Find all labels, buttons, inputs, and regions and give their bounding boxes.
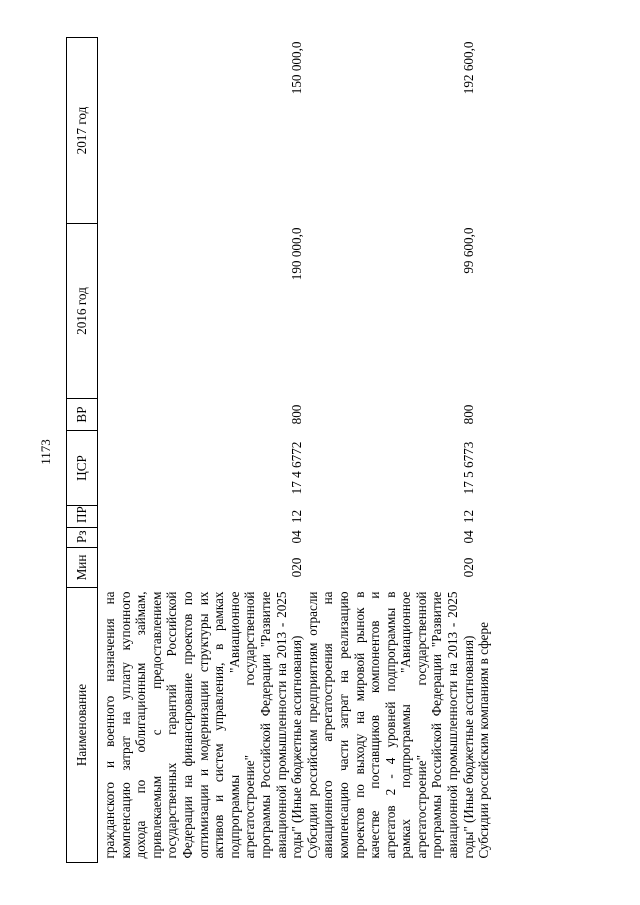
header-pr: ПР [67, 506, 98, 528]
row-min: 020 [460, 557, 476, 578]
row-rz: 04 [460, 530, 476, 544]
header-min: Мин [67, 548, 98, 588]
row-2017 [476, 38, 492, 224]
row-2016: 190 000,0 [289, 227, 305, 281]
header-rz: Рз [67, 528, 98, 548]
row-rz: 04 [289, 530, 305, 544]
header-name: Наименование [67, 588, 98, 863]
budget-table [66, 37, 492, 863]
header-vr: ВР [67, 399, 98, 431]
row-name: Субсидии российским компаниям в сфере [476, 622, 492, 859]
row-csr [476, 431, 492, 506]
row-name: гражданского и военного назначения на компенсацию затрат на уплату купонного дохода по облигационным займам, привлекаемым с предоставлением государственных гарантий Российской Федерации на финансирование проектов по оптимизации и модернизации структуры их активов и систем управления, в рамках подпрограммы "Авиационное агрегатостроение" государственной программы Российской Федерации "Развитие авиационной промышленности на 2013 - 2025 годы" (Иные бюджетные ассигнования) [102, 591, 305, 859]
table-header [67, 38, 98, 863]
row-name: Субсидии российским предприятиям отрасли авиационного агрегатостроения на компенсацию части затрат на реализацию проектов по выходу на мировой рынок в качестве поставщиков компонентов и агрегатов 2 - 4 уровней подпрограммы в рамках подпрограммы "Авиационное агрегатостроение" государственной программы Российской Федерации "Развитие авиационной промышленности на 2013 - 2025 годы" (Иные бюджетные ассигнования) [304, 591, 476, 859]
row-rz [476, 528, 492, 548]
row-vr: 800 [289, 404, 305, 425]
row-2017: 150 000,0 [289, 41, 305, 95]
header-2016: 2016 год [67, 224, 98, 399]
row-2016: 99 600,0 [460, 227, 476, 274]
row-pr: 12 [460, 509, 476, 524]
table-row [476, 38, 492, 863]
table-row [98, 38, 305, 863]
row-vr [476, 399, 492, 431]
row-2016 [476, 224, 492, 399]
row-pr: 12 [289, 509, 305, 524]
row-2017: 192 600,0 [460, 41, 476, 95]
budget-table-sheet [66, 38, 606, 863]
row-vr: 800 [460, 404, 476, 425]
row-csr: 17 4 6772 [289, 441, 305, 495]
table-row [305, 38, 477, 863]
row-min: 020 [289, 557, 305, 578]
header-csr: ЦСР [67, 431, 98, 506]
row-pr [476, 506, 492, 528]
header-2017: 2017 год [67, 38, 98, 224]
page-number: 1173 [38, 439, 53, 465]
row-csr: 17 5 6773 [460, 441, 476, 495]
row-min [476, 548, 492, 588]
